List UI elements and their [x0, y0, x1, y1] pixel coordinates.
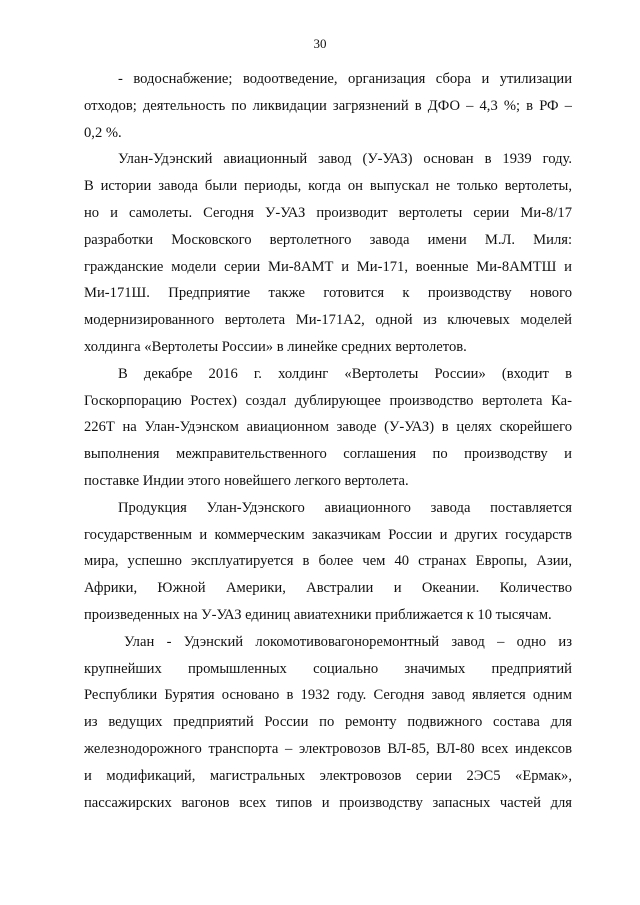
text-line: 226Т на Улан-Удэнском авиационном заводе (У-УАЗ) в целях скорейшего	[84, 419, 572, 436]
text-line: В истории завода были периоды, когда он выпускал не только вертолеты,	[84, 178, 572, 195]
paragraph-aviation-plant	[84, 146, 572, 360]
text-line: железнодорожного транспорта – электровозов ВЛ-85, ВЛ-80 всех индексов	[84, 740, 572, 757]
document-body	[84, 66, 572, 816]
text-line: 0,2 %.	[84, 124, 122, 141]
text-line: Госкорпорацию Ростех) создал дублирующее производство вертолета Ка-	[84, 392, 572, 409]
text-line: мира, успешно эксплуатируется в более чем 40 странах Европы, Азии,	[84, 553, 572, 570]
text-line: - водоснабжение; водоотведение, организация сбора и утилизации	[118, 71, 572, 87]
paragraph-aviation-products	[84, 495, 572, 629]
text-line: Продукция Улан-Удэнского авиационного завода поставляется	[118, 499, 572, 516]
text-line: пассажирских вагонов всех типов и производству запасных частей для	[84, 794, 572, 811]
text-line: Улан - Удэнский локомотивовагоноремонтный завод – одно из	[124, 633, 572, 650]
text-line: Республики Бурятия основано в 1932 году. Сегодня завод является одним	[84, 687, 572, 704]
text-line: произведенных на У-УАЗ единиц авиатехники приближается к 10 тысячам.	[84, 606, 552, 623]
text-line: поставке Индии этого новейшего легкого вертолета.	[84, 472, 409, 489]
text-line: крупнейших промышленных социально значимых предприятий	[84, 660, 572, 677]
text-line: Ми-171Ш. Предприятие также готовится к производству нового	[84, 285, 572, 302]
text-line: государственным и коммерческим заказчикам России и других государств	[84, 526, 572, 543]
page-number: 30	[313, 36, 327, 51]
text-line: но и самолеты. Сегодня У-УАЗ производит вертолеты серии Ми-8/17	[84, 204, 572, 221]
text-line: гражданские модели серии Ми-8АМТ и Ми-171, военные Ми-8АМТШ и	[84, 258, 572, 275]
text-line: В декабре 2016 г. холдинг «Вертолеты России» (входит в	[118, 365, 572, 382]
text-line: холдинга «Вертолеты России» в линейке средних вертолетов.	[84, 338, 467, 355]
text-line: отходов; деятельность по ликвидации загрязнений в ДФО – 4,3 %; в РФ –	[84, 97, 572, 114]
text-line: и модификаций, магистральных электровозов серии 2ЭС5 «Ермак»,	[84, 767, 572, 784]
text-line: Улан-Удэнский авиационный завод (У-УАЗ) основан в 1939 году.	[118, 151, 572, 168]
paragraph-locomotive-plant	[84, 629, 572, 817]
text-line: выполнения межправительственного соглашения по производству и	[84, 446, 572, 463]
paragraph-ka226t-production	[84, 361, 572, 495]
text-line: из ведущих предприятий России по ремонту подвижного состава для	[84, 714, 572, 731]
paragraph-water-supply	[84, 66, 572, 146]
text-line: модернизированного вертолета Ми-171А2, одной из ключевых моделей	[84, 312, 572, 329]
text-line: разработки Московского вертолетного завода имени М.Л. Миля:	[84, 231, 572, 248]
text-line: Африки, Южной Америки, Австралии и Океании. Количество	[84, 580, 572, 597]
